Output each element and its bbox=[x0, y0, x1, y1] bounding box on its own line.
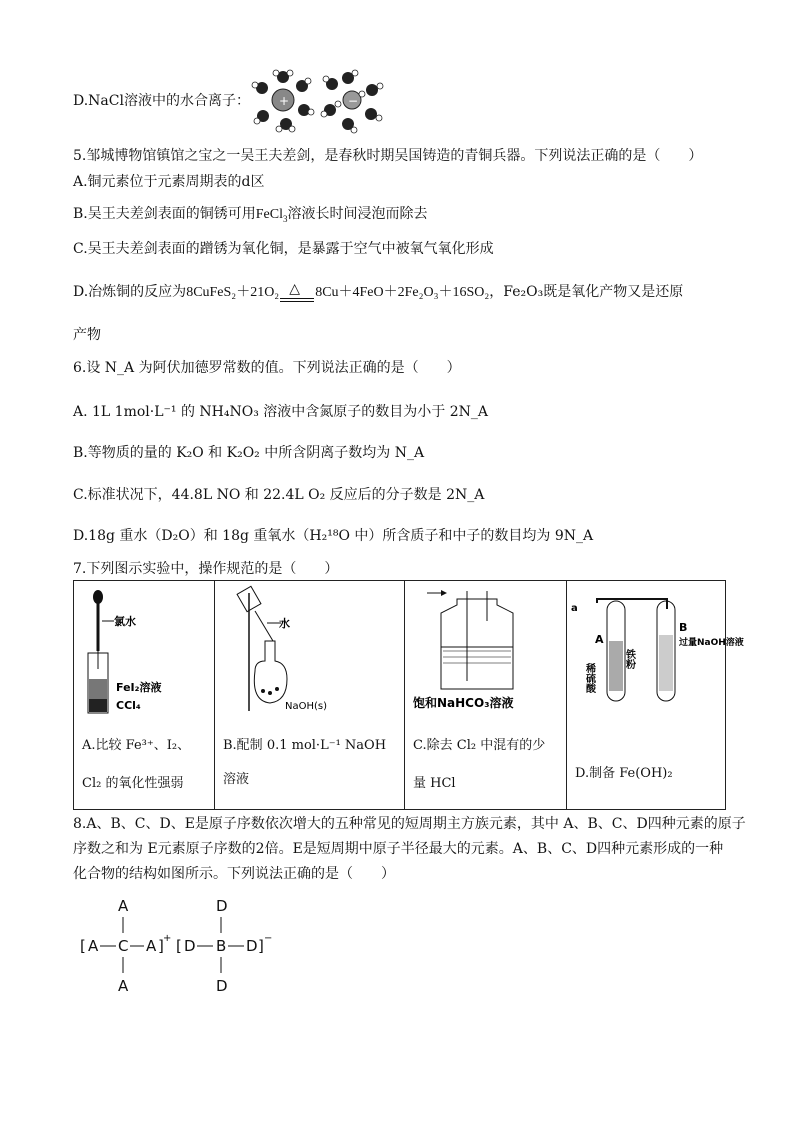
q7-cell-d bbox=[567, 581, 744, 810]
q4-d-prefix: D.NaCl bbox=[73, 93, 124, 109]
q7-caption-c-1: C.除去 Cl₂ 中混有的少 bbox=[413, 738, 546, 753]
q6-option-d: D.18g 重水（D₂O）和 18g 重氧水（H₂¹⁸O 中）所含质子和中子的数目均为 9N_A bbox=[73, 528, 594, 544]
q7-caption-d: D.制备 Fe(OH)₂ bbox=[575, 766, 673, 781]
q8-line-3: 化合物的结构如图所示。下列说法正确的是（ ） bbox=[73, 866, 395, 882]
q5-d-post: ，Fe₂O₃既是氧化产物又是还原 bbox=[489, 284, 684, 300]
q5-option-d-cont: 产物 bbox=[73, 327, 101, 343]
q8-structure-figure bbox=[80, 895, 280, 1005]
q5-option-a: A.铜元素位于元素周期表的d区 bbox=[73, 174, 265, 190]
q7-caption-b-2: 溶液 bbox=[223, 772, 250, 787]
atom-d-top: D bbox=[216, 897, 228, 915]
q5-option-b bbox=[73, 205, 427, 224]
q5-d-equals-bar bbox=[280, 298, 314, 302]
q7-caption-a-2: Cl₂ 的氧化性强弱 bbox=[82, 776, 184, 791]
q6-option-c: C.标准状况下，44.8L NO 和 22.4L O₂ 反应后的分子数是 2N_A bbox=[73, 487, 485, 503]
label-water: 水 bbox=[279, 617, 290, 630]
hydrated-ions-figure bbox=[250, 68, 390, 134]
atom-a-bottom: A bbox=[118, 977, 129, 995]
label-iron-powder: 铁粉 bbox=[623, 649, 635, 669]
hydrated-cation bbox=[252, 70, 314, 132]
q5-d-reactants: 8CuFeS₂＋21O₂ bbox=[186, 285, 280, 300]
label-fei2-solution: FeI₂溶液 bbox=[116, 681, 162, 694]
label-chlorine-water: 氯水 bbox=[114, 615, 136, 628]
q5-option-d bbox=[73, 283, 683, 302]
atom-a-top: A bbox=[118, 897, 129, 915]
q7-cell-a bbox=[74, 581, 215, 810]
q5-b-formula: FeCl bbox=[255, 207, 283, 222]
label-a-clamp: a bbox=[571, 603, 578, 614]
atom-a-right: A bbox=[146, 937, 157, 955]
svg-text:−: − bbox=[348, 94, 359, 108]
q7-caption-c-2: 量 HCl bbox=[413, 776, 456, 791]
bracket-right-2: ] bbox=[258, 937, 264, 955]
q7-stem: 7.下列图示实验中，操作规范的是（ ） bbox=[73, 561, 339, 577]
q8-line-1: 8.A、B、C、D、E是原子序数依次增大的五种常见的短周期主方族元素，其中 A、B、C、D四种元素的原子 bbox=[73, 816, 746, 832]
dropper-tube-figure bbox=[74, 581, 214, 721]
bracket-right-1: ] bbox=[158, 937, 164, 955]
label-naoh-solid: NaOH(s) bbox=[285, 701, 328, 712]
q8-line-2: 序数之和为 E元素原子序数的2倍。E是短周期中原子半径最大的元素。A、B、C、D四种元素形成的一种 bbox=[73, 841, 724, 857]
label-excess-naoh: 过量NaOH溶液 bbox=[679, 638, 744, 648]
atom-d-left: D bbox=[184, 937, 196, 955]
q6-option-b: B.等物质的量的 K₂O 和 K₂O₂ 中所含阴离子数均为 N_A bbox=[73, 445, 425, 461]
atom-c: C bbox=[118, 937, 129, 955]
q6-stem: 6.设 N_A 为阿伏加德罗常数的值。下列说法正确的是（ ） bbox=[73, 360, 461, 376]
q7-experiment-table bbox=[73, 580, 744, 810]
q7-caption-a-1: A.比较 Fe³⁺、I₂、 bbox=[82, 738, 191, 753]
label-ccl4: CCl₄ bbox=[116, 699, 141, 712]
q6-option-a: A. 1L 1mol·L⁻¹ 的 NH₄NO₃ 溶液中含氮原子的数目为小于 2N_A bbox=[73, 404, 488, 420]
atom-d-right: D bbox=[246, 937, 258, 955]
q4-d-text: 溶液中的水合离子： bbox=[123, 93, 250, 109]
svg-text:+: + bbox=[279, 94, 290, 108]
bracket-left-1: [ bbox=[80, 937, 86, 955]
q5-d-heat-symbol: △ bbox=[289, 281, 300, 297]
atom-b: B bbox=[216, 937, 227, 955]
fe-oh2-apparatus-figure bbox=[567, 581, 744, 721]
q5-b-pre: B.吴王夫差剑表面的铜锈可用 bbox=[73, 206, 256, 222]
gas-washing-bottle-figure bbox=[405, 581, 566, 721]
atom-a-left: A bbox=[88, 937, 99, 955]
bracket-left-2: [ bbox=[176, 937, 182, 955]
atom-d-bottom: D bbox=[216, 977, 228, 995]
label-dilute-sulfuric-acid: 稀硫酸 bbox=[583, 663, 595, 693]
q5-stem: 5.邹城博物馆镇馆之宝之一吴王夫差剑，是春秋时期吴国铸造的青铜兵器。下列说法正确的是（ ） bbox=[73, 148, 703, 164]
q7-cell-b bbox=[215, 581, 405, 810]
q5-b-sub: 3 bbox=[282, 213, 288, 224]
charge-minus: − bbox=[264, 933, 273, 944]
q4-option-d bbox=[73, 92, 250, 110]
hydrated-anion bbox=[321, 70, 383, 133]
label-tube-a: A bbox=[595, 633, 604, 646]
q5-d-products: 8Cu＋4FeO＋2Fe₂O₃＋16SO₂ bbox=[315, 285, 490, 300]
q5-b-post: 溶液长时间浸泡而除去 bbox=[287, 206, 428, 222]
label-tube-b: B bbox=[679, 621, 688, 634]
q7-cell-c bbox=[405, 581, 567, 810]
charge-plus: + bbox=[163, 933, 172, 944]
label-saturated-nahco3: 饱和NaHCO₃溶液 bbox=[413, 696, 514, 710]
q5-d-pre: D.冶炼铜的反应为 bbox=[73, 284, 187, 300]
q5-option-c: C.吴王夫差剑表面的蹭锈为氧化铜，是暴露于空气中被氧气氧化形成 bbox=[73, 241, 494, 257]
q7-caption-b-1: B.配制 0.1 mol·L⁻¹ NaOH bbox=[223, 738, 387, 753]
volumetric-flask-figure bbox=[215, 581, 404, 721]
